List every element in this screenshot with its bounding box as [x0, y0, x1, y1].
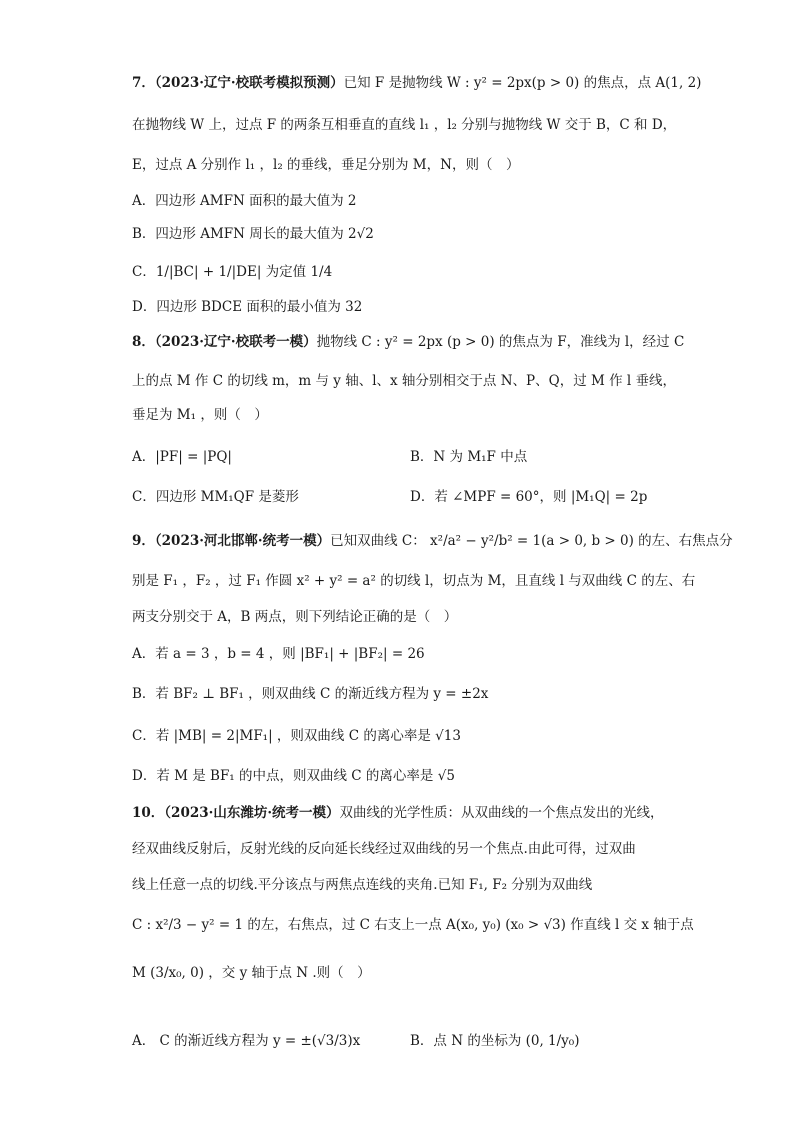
question-10-option-b: B．点 N 的坐标为 (0, 1/y₀) [410, 1033, 580, 1049]
question-7-option-d: D．四边形 BDCE 面积的最小值为 32 [132, 299, 363, 315]
question-10-line-1 [132, 803, 664, 823]
question-9-number: 9． [132, 533, 155, 549]
question-8-option-a: A．|PF| = |PQ| [132, 449, 232, 465]
question-8-stem-1: 抛物线 C : y² = 2px (p > 0) 的焦点为 F，准线为 l，经过 C [316, 334, 685, 350]
question-8-stem-3: 垂足为 M₁ ，则（ ） [132, 407, 268, 423]
question-10-number: 10． [132, 805, 165, 821]
question-8-option-c: C．四边形 MM₁QF 是菱形 [132, 489, 299, 505]
question-8-option-d: D．若 ∠MPF = 60°，则 |M₁Q| = 2p [410, 489, 648, 505]
question-8-option-b: B．N 为 M₁F 中点 [410, 449, 528, 465]
question-10-stem-4: C : x²/3 − y² = 1 的左，右焦点，过 C 右支上一点 A(x₀, y₀) (x₀ > √3) 作直线 l 交 x 轴于点 [132, 917, 694, 933]
question-7-source: （2023·辽宁·校联考模拟预测） [154, 75, 344, 91]
question-9-stem-3: 两支分别交于 A，B 两点，则下列结论正确的是（ ） [132, 609, 458, 625]
question-8-line-1 [132, 332, 684, 352]
question-8-source: （2023·辽宁·校联考一模） [154, 334, 317, 350]
question-7-option-c: C．1/|BC| + 1/|DE| 为定值 1/4 [132, 264, 333, 280]
question-9-option-a: A．若 a = 3 ，b = 4 ，则 |BF₁| + |BF₂| = 26 [132, 646, 425, 662]
question-7-stem-3: E，过点 A 分别作 l₁ ，l₂ 的垂线，垂足分别为 M，N，则（ ） [132, 157, 520, 173]
question-9-option-b: B．若 BF₂ ⊥ BF₁ ，则双曲线 C 的渐近线方程为 y = ±2x [132, 686, 489, 702]
question-9-stem-2: 别是 F₁ ，F₂ ，过 F₁ 作圆 x² + y² = a² 的切线 l，切点为 M，且直线 l 与双曲线 C 的左、右 [132, 573, 696, 589]
question-9-option-d: D．若 M 是 BF₁ 的中点，则双曲线 C 的离心率是 √5 [132, 768, 455, 784]
question-9-line-1 [132, 531, 733, 551]
question-7-stem-1: 已知 F 是抛物线 W : y² = 2px(p > 0) 的焦点，点 A(1, 2) [343, 75, 702, 91]
question-8-number: 8． [132, 334, 155, 350]
question-7-option-a: A．四边形 AMFN 面积的最大值为 2 [132, 193, 357, 209]
question-9-source: （2023·河北邯郸·统考一模） [154, 533, 331, 549]
question-10-option-a: A． C 的渐近线方程为 y = ±(√3/3)x [132, 1033, 361, 1049]
question-9-option-c: C．若 |MB| = 2|MF₁| ，则双曲线 C 的离心率是 √13 [132, 728, 461, 744]
question-8-stem-2: 上的点 M 作 C 的切线 m，m 与 y 轴、l、x 轴分别相交于点 N、P、Q，过 M 作 l 垂线， [132, 373, 676, 389]
question-10-stem-3: 线上任意一点的切线.平分该点与两焦点连线的夹角.已知 F₁, F₂ 分别为双曲线 [132, 877, 593, 893]
question-7-line-1 [132, 73, 701, 93]
question-10-stem-5: M (3/x₀, 0) ，交 y 轴于点 N .则（ ） [132, 965, 371, 981]
question-10-stem-2: 经双曲线反射后，反射光线的反向延长线经过双曲线的另一个焦点.由此可得，过双曲 [132, 841, 636, 857]
question-10-stem-1: 双曲线的光学性质：从双曲线的一个焦点发出的光线， [339, 805, 664, 821]
question-7-option-b: B．四边形 AMFN 周长的最大值为 2√2 [132, 226, 374, 242]
question-10-source: （2023·山东潍坊·统考一模） [164, 805, 340, 821]
question-7-number: 7． [132, 75, 155, 91]
question-7-stem-2: 在抛物线 W 上，过点 F 的两条互相垂直的直线 l₁ ，l₂ 分别与抛物线 W 交于 B，C 和 D， [132, 117, 677, 133]
question-9-stem-1: 已知双曲线 C： x²/a² − y²/b² = 1(a > 0, b > 0) 的左、右焦点分 [330, 533, 733, 549]
